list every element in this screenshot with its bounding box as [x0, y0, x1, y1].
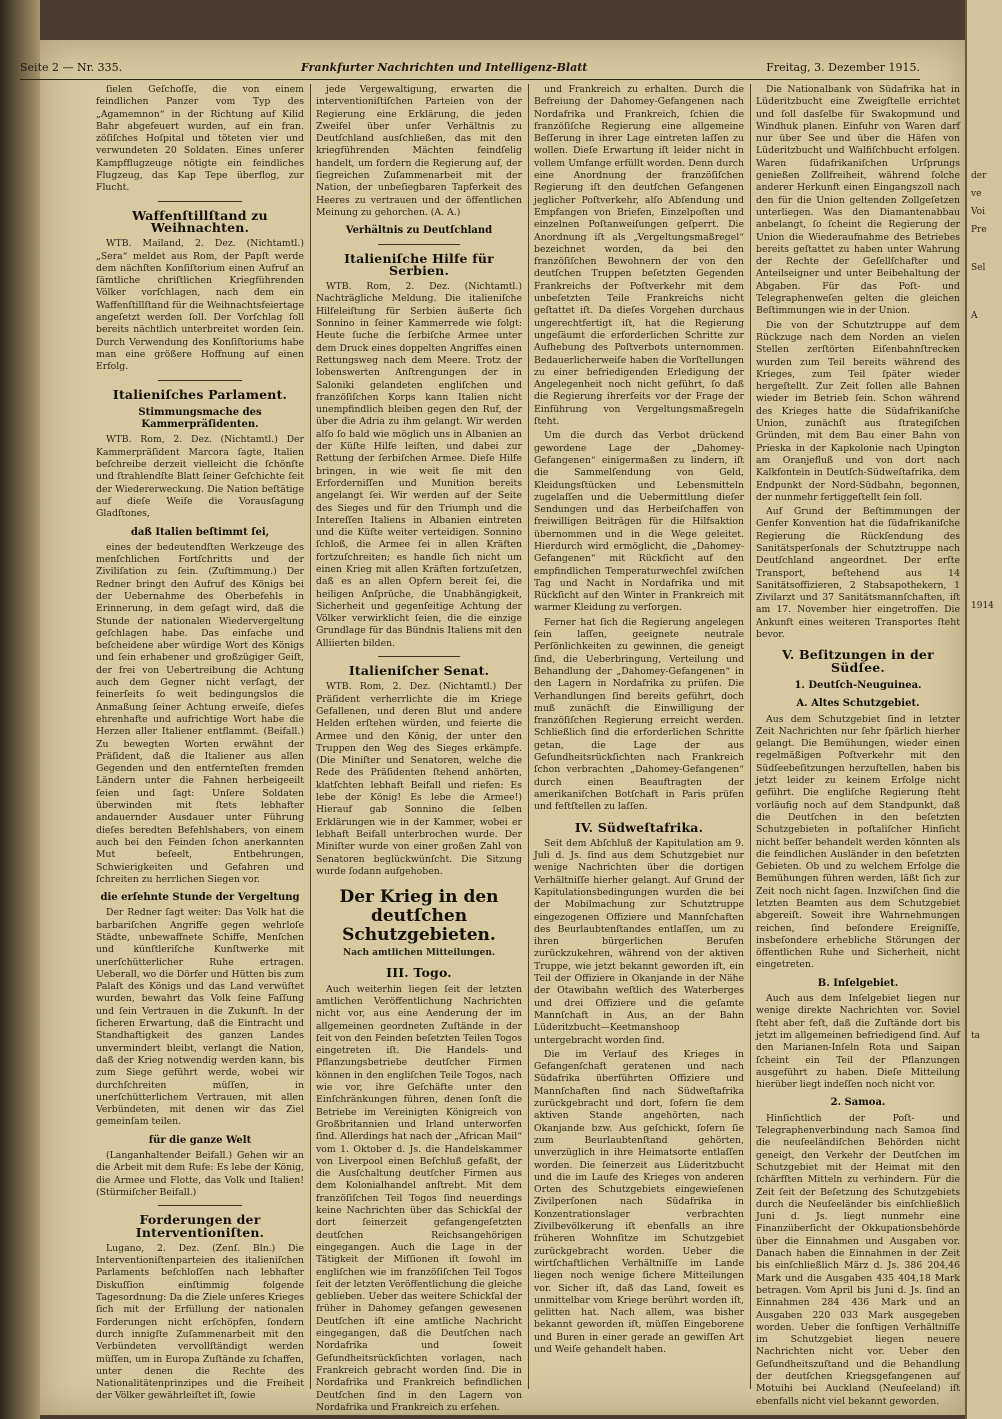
- inline-heading: die erſehnte Stunde der Vergeltung: [100, 892, 300, 904]
- article-text: Auf Grund der Beſtimmungen der Genfer Konvention hat die ſüdafrikaniſche Regierung die Rückſendung des Sanitätsperſonals der Schutztruppe nach Deutſchland angeordnet. Der erſte Transport, beſtehend aus 14 Sanitätsoffizieren, 2 Stabsapothekern, 1 Zivilarzt und 37 Sanitätsmannſchaften, iſt am 17. November hier eingetroffen. Die Ankunft eines weiteren Transportes ſteht bevor.: [756, 506, 960, 641]
- column-3: [534, 84, 744, 1389]
- inline-heading: Verhältnis zu Deutſchland: [345, 225, 493, 237]
- article-text: WTB. Rom, 2. Dez. (Nichtamtl.) Der Kammerpräſident Marcora ſagte, Italien beſchreibe derzeit vielleicht die ſchönſte und ſtrahlendſte Blatt ſeiner Geſchichte ſeit der Wiedererweckung. Die Nation beſtätige auf dieſe Weiſe die Vorausſagung Gladſtones,: [96, 434, 304, 520]
- subheadline: Stimmungsmache des Kammerpräſidenten.: [138, 406, 262, 431]
- subsection-samoa: 2. Samoa.: [830, 1097, 886, 1109]
- subsection-island-territory: B. Inſelgebiet.: [817, 977, 899, 989]
- adjacent-fragment: ve: [971, 189, 982, 199]
- adjacent-page-strip: [965, 0, 1002, 1419]
- adjacent-fragment: A: [971, 311, 978, 321]
- inline-heading: für die ganze Welt: [148, 1134, 252, 1146]
- page-number: Seite 2 — Nr. 335.: [20, 60, 123, 74]
- headline-ceasefire: Waffenſtillſtand zu Weihnachten.: [132, 207, 268, 235]
- article-text: Um die durch das Verbot drückend gewordene Lage der „Dahomey-Gefangenen“ einigermaßen zu lindern, iſt die Sammelſendung von Geld, Kleidungsſtücken und Lebensmitteln zugelaſſen und die Uebermittlung dieſer Sendungen und das Herbeiſchaffen von freiwilligen Beiträgen für die Hilfsaktion übernommen und in die Wege geleitet. Hierdurch wird ermöglicht, die „Dahomey-Gefangenen“ mit Rückſicht auf den empfindlichen Temperaturwechſel zwiſchen Tag und Nacht in Nordafrika und mit Rückſicht auf den Winter in Frankreich mit warmer Kleidung zu verſorgen.: [534, 430, 744, 614]
- column-1: [96, 84, 304, 1402]
- headline-interventionists: Forderungen der Interventioniſten.: [135, 1212, 265, 1240]
- article-text: WTB. Mailand, 2. Dez. (Nichtamtl.) „Sera“ meldet aus Rom, der Papſt werde dem nächſten Konſiſtorium einen Aufruf an ſämtliche chriſtlichen Kriegführenden Völker vorſchlagen, nach dem ein Waffenſtillſtand für die Weihnachtsfeiertage angeſetzt werden ſoll. Der Vorſchlag ſoll bereits nächtlich unterbreitet worden ſein. Durch Verwendung des Konſiſtoriums habe man eine größere Hoffnung auf einen Erfolg.: [96, 238, 304, 373]
- adjacent-fragment: 1914: [971, 601, 994, 611]
- article-text: Aus dem Schutzgebiet ſind in letzter Zeit Nachrichten nur ſehr ſpärlich hierher gelangt. Die Bemühungen, wieder einen regelmäßigen Poſtverkehr mit den Südſeebeſitzungen herzuſtellen, haben bis jetzt leider zu keinem Erfolge nicht geführt. Die engliſche Regierung ſteht vorläufig noch auf dem Standpunkt, daß die Deutſchen in den beſetzten Schutzgebieten in poſtaliſcher Hinſicht nicht beſſer behandelt werden könnten als die feindlichen Ausländer in den beſetzten Gebieten. Ob und zu welchem Erfolge die Bemühungen führen werden, läßt ſich zur Zeit noch nicht ſagen. Inzwiſchen ſind die letzten Beamten aus dem Schutzgebiet abgereiſt. Soweit ihre Wahrnehmungen reichen, ſind beſondere Ereigniſſe, insbeſondere erhebliche Störungen der öffentlichen Ruhe und Sicherheit, nicht eingetreten.: [756, 713, 960, 971]
- book-binding-fold: [0, 0, 40, 1419]
- section-southwest-africa: IV. Südweſtafrika.: [574, 819, 704, 835]
- article-text: (Langanhaltender Beifall.) Gehen wir an die Arbeit mit dem Rufe: Es lebe der König, die Armee und Flotte, das Volk und Italien! (Stürmiſcher Beifall.): [96, 1150, 304, 1198]
- adjacent-fragment: der: [971, 171, 987, 181]
- subsection-new-guinea: 1. Deutſch-Neuguinea.: [794, 679, 922, 691]
- article-text: und Frankreich zu erhalten. Durch die Befreiung der Dahomey-Gefangenen nach Nordafrika und Frankreich, ſchien die franzöſiſche Regierung eine allgemeine Beſſerung in ihrer Lage eintreten laſſen zu wollen. Dieſe Erwartung iſt leider nicht in vollem Umfange erfüllt worden. Denn durch eine Anordnung der franzöſiſchen Regierung iſt den deutſchen Gefangenen jeglicher Poſtverkehr, alſo Abſendung und Empfangen von Briefen, Einzelpoſten und einzelnen Poſtanweiſungen geſperrt. Die Anordnung iſt als „Vergeltungsmaßregel“ bezeichnet worden, da bei den franzöſiſchen Bewohnern der von den deutſchen Truppen beſetzten Gegenden Frankreichs der Poſtverkehr mit dem unbeſetzten Teile Frankreichs nicht geſtattet iſt. Da dieſes Vorgehen durchaus ungerechtfertigt iſt, hat die Regierung ungeſäumt die erforderlichen Schritte zur Aufhebung des Poſtverbots unternommen. Bedauerlicherweiſe haben die Vorſtellungen zu einer befriedigenden Erledigung der Angelegenheit noch nicht geführt, ſo daß die Regierung ihrerſeits vor der Frage der Einführung von Vergeltungsmaßregeln ſteht.: [534, 84, 744, 428]
- headline-serbia-aid: Italieniſche Hilfe für Serbien.: [344, 250, 494, 278]
- adjacent-fragment: Voi: [971, 207, 985, 217]
- column-rule: [750, 84, 751, 1389]
- article-text: ſielen Geſchoſſe, die von einem feindlichen Panzer vom Typ des „Agamemnon“ in der Richtung auf Kilid Bahr abgefeuert wurden, auf ein fran. zöſiſches Hoſpital und töteten vier und verwundeten 20 Soldaten. Eines unſerer Kampfflugzeuge nötigte ein feindliches Flugzeug, das Kap Tepe überflog, zur Flucht.: [96, 84, 304, 194]
- article-text: Auch weiterhin liegen ſeit der letzten amtlichen Veröffentlichung Nachrichten nicht vor, aus eine Aenderung der im allgemeinen geordneten Zuſtände in der ſeit von den Feinden beſetzten Teilen Togos eingetreten iſt. Die Handels- und Pflanzungsbetriebe deutſcher Firmen können in den engliſchen Teile Togos, nach wie vor, ihre Geſchäfte unter den Einſchränkungen führen, denen ſonſt die Betriebe im Vereinigten Königreich von Großbritannien und Irland unterworfen ſind. Allerdings hat nach der „African Mail“ vom 1. Oktober d. Js. die Handelskammer von Liverpool einen Beſchluß gefaßt, der die Ausſchaltung deutſcher Firmen aus dem Kolonialhandel anſtrebt. Mit dem franzöſiſchen Teil Togos ſind neuerdings keine Nachrichten über das Schickſal der dort ſeinerzeit gefangengeſetzten deutſchen Reichsangehörigen eingegangen. Auch die Lage in der Tätigkeit der Miſſionen iſt ſowohl im engliſchen wie im franzöſiſchen Teil Togos ſeit der letzten Veröffentlichung die gleiche geblieben. Ueber das weitere Schickſal der früher in Dahomey gefangen gewesenen Deutſchen iſt eine amtliche Nachricht eingegangen, daß die Deutſchen nach Nordafrika und ſoweit Geſundheitsrückſichten vorlagen, nach Frankreich gebracht worden ſind. Die in Nordafrika und Frankreich befindlichen Deutſchen ſind in den Lagern von Nordafrika und Frankreich zu erſehen.: [316, 983, 522, 1413]
- article-text: Seit dem Abſchluß der Kapitulation am 9. Juli d. Js. ſind aus dem Schutzgebiet nur wenige Nachrichten über die dortigen Verhältniſſe hierher gelangt. Auf Grund der Kapitulationsbedingungen wurden die bei der Mobilmachung zur Schutztruppe eingezogenen Offiziere und Mannſchaften des Beurlaubtenſtandes entlaſſen, um zu ihren bürgerlichen Berufen zurückzukehren, während von der aktiven Truppe, wie jetzt bekannt geworden iſt, ein Teil der Offiziere in Okanjande in der Nähe der Otawibahn weſtlich des Waterberges und drei Offiziere und die geſamte Mannſchaft in Aus, an der Bahn Lüderitzbucht—Keetmanshoop untergebracht worden ſind.: [534, 837, 744, 1046]
- issue-date: Freitag, 3. Dezember 1915.: [766, 60, 920, 74]
- column-2: [316, 84, 522, 1413]
- article-text: Auch aus dem Inſelgebiet liegen nur wenige direkte Nachrichten vor. Soviel ſteht aber feſt, daß die Zuſtände dort bis jetzt im allgemeinen befriedigend ſind. Auf den Marianen-Inſeln Rota und Saipan ſcheint ein Teil der Pflanzungen ausgeführt zu haben. Dieſe Mitteilung hierüber liegt indeſſen noch nicht vor.: [756, 993, 960, 1091]
- article-text: WTB. Rom, 2. Dez. (Nichtamtl.) Nachträgliche Meldung. Die italieniſche Hilfeleiſtung für Serbien äußerte ſich Sonnino in ſeiner Kammerrede wie folgt: Heute ſuche die ſerbiſche Armee unter dem Druck eines doppelten Angriffes einen Rettungsweg nach dem Meere. Trotz der lobenswerten Anſtrengungen der in Saloniki gelandeten engliſchen und franzöſiſchen Korps kann Italien nicht unempfindlich bleiben gegen den Ruf, der über die Adria zu ihm gelangt. Wir werden alſo ſo bald wie möglich uns in Albanien an der Küſte Hilfe leiſten, und dabei zur Rettung der ſerbiſchen Armee. Dieſe Hilfe bringen, in wie weit ſie mit den Erforderniſſen und Munition bereits angelangt ſei. Wir werden auf der Seite des Sieges und für den Triumph und die Intereſſen Italiens in Albanien eintreten und die Küſte weiter verteidigen. Sonnino ſchloß, die Armee ſei in allen Kräften fortzuſchreiten; es handle ſich nicht um einen Krieg mit allen Kräften fortzuſetzen, daß es an allen Opfern bereit ſei, die heiligen Anſprüche, die Unabhängigkeit, Sicherheit und gegenſeitige Achtung der Völker verwirklicht ſeien, die die einzige Grundlage für das Bündnis Italiens mit den Alliierten bilden.: [316, 281, 522, 649]
- article-text: jede Vergewaltigung, erwarten die interventioniſtiſchen Parteien von der Regierung eine Erklärung, die jeden Zweifel über unſer Verhältnis zu Deutſchland ausſchließen, das mit den kriegführenden Mächten feindſelig handelt, um fordern die Regierung auf, der ſiegreichen Zuſammenarbeit mit der Nation, der unbeſiegbaren Tapferkeit des Heeres zu vertrauen und der öffentlichen Meinung zu gehorchen. (A. A.): [316, 84, 522, 218]
- section-south-seas: V. Beſitzungen in der Südſee.: [782, 647, 934, 675]
- article-text: WTB. Rom, 2. Dez. (Nichtamtl.) Der Präſident verherrlichte die im Kriege Gefallenen, und deren Blut und andere Helden erſtehen würden, und feierte die Armee und den König, der unter den Truppen den Weg des Sieges erkämpfe. (Die Miniſter und Senatoren, welche die Rede des Präſidenten ſtehend anhörten, klatſchten lebhaft Beifall und riefen: Es lebe der König! Es lebe die Armee!) Hierauf gab Sonnino die ſelben Erklärungen wie in der Kammer, wobei er lebhaft Beifall unterbrochen wurde. Der Miniſter wurde von einer großen Zahl von Senatoren beglückwünſcht. Die Sitzung wurde ſodann aufgehoben.: [316, 681, 522, 877]
- article-text: Hinſichtlich der Poſt- und Telegraphenverbindung nach Samoa ſind die neuſeeländiſchen Behörden nicht geneigt, den Verkehr der Deutſchen im Schutzgebiet mit der Heimat mit den ſchärfſten Mitteln zu verhindern. Für die Zeit ſeit der Beſetzung des Schutzgebiets durch die Neuſeeländer bis einſchließlich Juni d. Js. liegt nunmehr eine Finanzüberſicht der Okkupationsbehörde über die Einnahmen und Ausgaben vor. Danach haben die Einnahmen in der Zeit bis einſchließlich März d. Js. 386 204,46 Mark und die Ausgaben 435 404,18 Mark betragen. Vom April bis Juni d. Js. ſind an Einnahmen 284 436 Mark und an Ausgaben 220 033 Mark ausgegeben worden. Ueber die ſonſtigen Verhältniſſe im Schutzgebiet liegen neuere Nachrichten nicht vor. Ueber den Geſundheitszuſtand und die Behandlung der deutſchen Kriegsgefangenen auf Motuihi bei Auckland (Neuſeeland) iſt ebenfalls nicht viel bekannt geworden.: [756, 1112, 960, 1407]
- column-4: [756, 84, 960, 1407]
- column-rule: [528, 84, 529, 1389]
- inline-heading: daß Italien beſtimmt ſei,: [130, 526, 270, 538]
- article-text: Ferner hat ſich die Regierung angelegen ſein laſſen, geeignete neutrale Perſönlichkeiten zu gewinnen, die geneigt ſind, die Ueberbringung, Verteilung und Behandlung der „Dahomey-Gefangenen“ in den Lagern in Nordafrika zu prüfen. Die Verhandlungen ſind bereits geführt, doch muß zunächſt die Einwilligung der franzöſiſchen Regierung erreicht werden. Schließlich ſind die erforderlichen Schritte getan, die Lage der aus Geſundheitsrückſichten nach Frankreich ſchon verbrachten „Dahomey-Gefangenen“ durch einen Beauftragten der amerikaniſchen Botſchaft in Paris prüfen und feſtſtellen zu laſſen.: [534, 616, 744, 813]
- headline-senate: Italieniſcher Senat.: [348, 663, 490, 679]
- subheadline: Nach amtlichen Mitteilungen.: [342, 948, 496, 959]
- subsection-old-protectorate: A. Altes Schutzgebiet.: [796, 698, 920, 710]
- divider: [158, 1205, 241, 1206]
- article-text: Lugano, 2. Dez. (Zenſ. Bln.) Die Interventioniſtenparteien des italieniſchen Parlaments beſchloſſen nach lebhafter Diskuſſion einſtimmig folgende Tagesordnung: Da die Ziele unſeres Krieges ſich mit der Erfüllung der nationalen Forderungen nicht erſchöpfen, ſondern durch innigſte Zuſammenarbeit mit den Verbündeten vervollſtändigt werden müſſen, um in Europa Zuſtände zu ſchaffen, unter denen die Rechte des Nationalitätenprinzipes und die Freiheit der Völker gewährleiſtet iſt, ſowie: [96, 1242, 304, 1402]
- section-togo: III. Togo.: [386, 965, 452, 981]
- column-rule: [310, 84, 311, 1389]
- article-text: Die Nationalbank von Südafrika hat in Lüderitzbucht eine Zweigſtelle errichtet und ſoll dasſelbe für Swakopmund und Windhuk planen. Einfuhr von Waren darf nur über See und über die Häfen von Lüderitzbucht und Walfiſchbucht erfolgen. Waren ſüdafrikaniſchen Urſprungs genießen Zollfreiheit, während ſolche anderer Herkunft einen Eingangszoll nach den für die Union geltenden Zollgeſetzen unterliegen. Was den Diamantenabbau anbelangt, ſo ſcheint die Regierung der Union die Wiederaufnahme des Betriebes bereits geſtattet zu haben unter Wahrung der Rechte der Geſellſchafter und Anteilseigner und unter Beibehaltung der Abgaben. Für das Poſt- und Telegraphenweſen gelten die gleichen Beſtimmungen wie in der Union.: [756, 84, 960, 317]
- divider: [378, 656, 460, 657]
- article-text: Die im Verlauf des Krieges in Gefangenſchaft geratenen und nach Südafrika überführten Offiziere und Mannſchaften ſind nach Südweſtafrika zurückgebracht und dort, ſofern ſie dem aktiven Stande angehörten, nach Okanjande bzw. Aus geſchickt, ſofern ſie zum Beurlaubtenſtand gehörten, unverzüglich in ihre Heimatsorte entlaſſen worden. Die ſeinerzeit aus Lüderitzbucht und die im Laufe des Krieges von anderen Orten des Schutzgebiets eingewieſenen Zivilperſonen nach Südafrika in Konzentrationslager verbrachten Zivilbevölkerung iſt ebenfalls an ihre früheren Wohnſitze im Schutzgebiet zurückgebracht worden. Ueber die wirtſchaftlichen Verhältniſſe im Lande liegen noch wenige ſichere Mitteilungen vor. Sicher iſt, daß das Land, ſoweit es unmittelbar vom Kriege berührt worden iſt, gelitten hat. Nach allem, was bisher bekannt geworden iſt, müſſen Eingeborene und Buren in einer gerade an gewiſſen Art und Weiſe gehandelt haben.: [534, 1048, 744, 1355]
- adjacent-fragment: ta: [971, 1031, 980, 1041]
- divider: [158, 201, 241, 202]
- article-text: Der Redner ſagt weiter: Das Volk hat die barbariſchen Angriffe gegen wehrloſe Städte, unbewaffnete Schiffe, Menſchen und künſtleriſche Kunſtwerke mit unerſchütterlicher Ruhe ertragen. Ueberall, wo die Dörfer und Hütten bis zum Palaſt des Königs und das Land verwüſtet wurden, bewahrt das Volk ſeine Faſſung und ſein Vertrauen in die Zukunft. In der ſicheren Erwartung, daß die Eintracht und Standhaftigkeit des ganzen Landes unvermindert bleibt, verlangt die Nation, daß der Krieg notwendig werden kann, bis zum Siege geführt werde, wobei wir durchſchreiten müſſen, in unerſchütterlichem Vertrauen, mit allen Verbündeten, mit denen wir das Ziel gemeinſam teilen.: [96, 907, 304, 1128]
- headline-italian-parliament: Italieniſches Parlament.: [112, 386, 288, 402]
- article-text: Die von der Schutztruppe auf dem Rückzuge nach dem Norden an vielen Stellen zerſtörten Eiſenbahnſtrecken wurden zum Teil bereits während des Krieges, zum Teil ſpäter wieder hergeſtellt. Zur Zeit ſollen alle Bahnen wieder im Betrieb ſein. Schon während des Krieges hatte die Südafrikaniſche Union, zunächſt aus ſtrategiſchen Gründen, mit dem Bau einer Bahn von Prieska in der Kapkolonie nach Upington am Oranjefluß und von dort nach Kalkfontein in Deutſch-Südweſtafrika, dem Endpunkt der Nord-Südbahn, begonnen, der nunmehr fertiggeſtellt ſein ſoll.: [756, 319, 960, 503]
- adjacent-fragment: Sel: [971, 263, 986, 273]
- divider: [158, 380, 241, 381]
- divider: [378, 244, 460, 245]
- headline-colonies-war: Der Krieg in den deutſchen Schutzgebieten.: [339, 887, 499, 946]
- page-header: [20, 55, 920, 80]
- article-text: eines der bedeutendſten Werkzeuge des menſchlichen Fortſchritts und der Ziviliſation zu ſein. (Zuſtimmung.) Der Redner bringt den Aufruf des Königs bei der Uebernahme des Oberbefehls in Erinnerung, in dem geſagt wird, daß die Stunde der nationalen Wiedervergeltung geſchlagen habe. Das einfache und beſcheidene aber würdige Wort des Königs und ſein erhabener und großzügiger Geiſt, der frei von Uebertreibung die Achtung auch dem Gegner nicht verſagt, der feinerſeits ſo weit bedingungslos die Anmaßung ſeiner Achtung erweiſe, dieſes ehrenhafte und aufrichtige Wort habe die Herzen aller Italiener entflammt. (Beifall.) Zu bewegten Worten erwähnt der Präſident, daß die Italiener aus allen Gegenden und den entfernteſten fremden Ländern unter die Fahnen herbeigeeilt ſeien und ſagt: Unſere Soldaten überwinden mit ſtets lebhafter andauernder Ausdauer unter Führung dieſes beredten Befehlshabers, von einem auch bei den Feinden ſchon anerkannten Mut beſeelt, Entbehrungen, Schwierigkeiten und Gefahren und ſchreiten zu herrlichen Siegen vor.: [96, 541, 304, 885]
- newspaper-title: Frankfurter Nachrichten und Intelligenz-Blatt: [300, 60, 588, 74]
- adjacent-fragment: Pre: [971, 225, 987, 235]
